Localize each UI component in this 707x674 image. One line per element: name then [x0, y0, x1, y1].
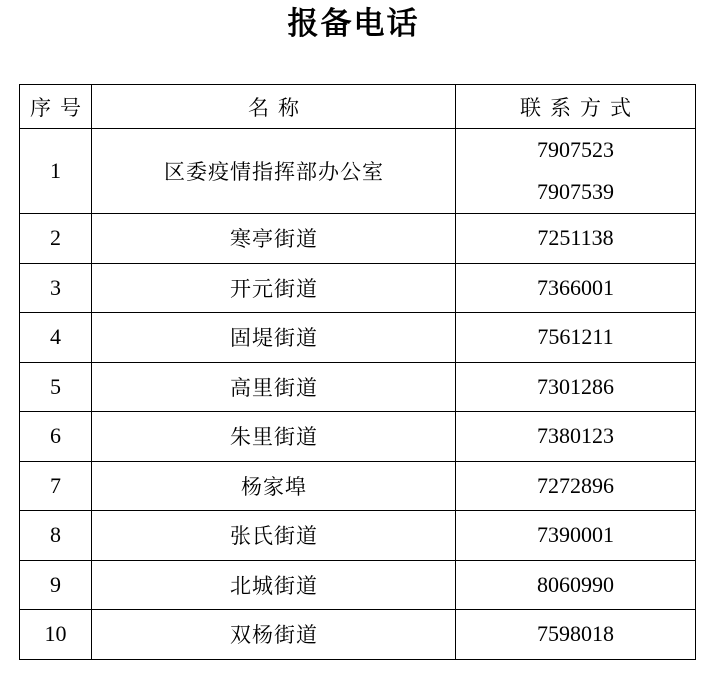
table-row — [20, 412, 696, 462]
cell-name: 张氏街道 — [92, 511, 456, 561]
table-row — [20, 610, 696, 660]
cell-contact — [456, 412, 696, 462]
cell-contact — [456, 362, 696, 412]
table-row — [20, 214, 696, 264]
cell-contact — [456, 263, 696, 313]
header-contact: 联系方式 — [456, 85, 696, 129]
cell-contact — [456, 610, 696, 660]
cell-name: 区委疫情指挥部办公室 — [92, 129, 456, 214]
cell-serial-number: 10 — [20, 610, 92, 660]
cell-name: 朱里街道 — [92, 412, 456, 462]
cell-name: 双杨街道 — [92, 610, 456, 660]
table-row — [20, 560, 696, 610]
cell-contact — [456, 511, 696, 561]
phone-number: 7598018 — [537, 621, 614, 647]
table-row — [20, 511, 696, 561]
cell-contact — [456, 313, 696, 363]
cell-name: 固堤街道 — [92, 313, 456, 363]
table-header-row — [20, 85, 696, 129]
cell-name: 高里街道 — [92, 362, 456, 412]
header-serial-number: 序号 — [20, 85, 92, 129]
cell-serial-number: 3 — [20, 263, 92, 313]
phone-number: 7390001 — [537, 522, 614, 548]
phone-number: 7380123 — [537, 423, 614, 449]
cell-serial-number: 2 — [20, 214, 92, 264]
phone-number: 7907539 — [537, 179, 614, 204]
phone-number: 7561211 — [537, 324, 614, 350]
table-row — [20, 263, 696, 313]
cell-contact — [456, 560, 696, 610]
document-page — [0, 6, 707, 674]
cell-serial-number: 4 — [20, 313, 92, 363]
cell-contact — [456, 214, 696, 264]
phone-number: 7301286 — [537, 373, 614, 399]
phone-number: 7907523 — [537, 137, 614, 162]
phone-number: 7272896 — [537, 472, 614, 498]
phone-number: 7251138 — [537, 225, 614, 251]
table-row — [20, 362, 696, 412]
phone-number: 8060990 — [537, 571, 614, 597]
cell-contact — [456, 461, 696, 511]
cell-name: 杨家埠 — [92, 461, 456, 511]
table-body — [20, 129, 696, 660]
phone-table — [19, 84, 696, 660]
cell-serial-number: 8 — [20, 511, 92, 561]
table-row — [20, 461, 696, 511]
cell-serial-number: 9 — [20, 560, 92, 610]
table-row — [20, 313, 696, 363]
cell-name: 北城街道 — [92, 560, 456, 610]
phone-number: 7366001 — [537, 274, 614, 300]
cell-name: 寒亭街道 — [92, 214, 456, 264]
cell-serial-number: 6 — [20, 412, 92, 462]
header-name: 名称 — [92, 85, 456, 129]
cell-name: 开元街道 — [92, 263, 456, 313]
cell-contact — [456, 129, 696, 214]
cell-serial-number: 5 — [20, 362, 92, 412]
page-title: 报备电话 — [287, 6, 420, 41]
cell-serial-number: 1 — [20, 129, 92, 214]
table-row — [20, 129, 696, 214]
cell-serial-number: 7 — [20, 461, 92, 511]
